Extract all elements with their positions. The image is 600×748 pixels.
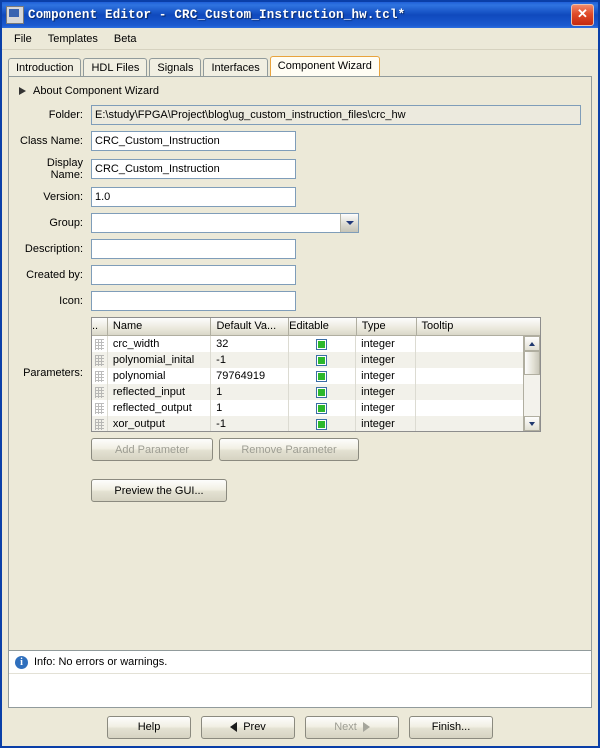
- grip-icon: [95, 371, 104, 382]
- checkbox-checked-icon[interactable]: [316, 355, 327, 366]
- close-icon[interactable]: ✕: [571, 4, 594, 26]
- cell-type[interactable]: integer: [356, 352, 416, 368]
- cell-editable[interactable]: [289, 384, 357, 400]
- menu-item-templates[interactable]: Templates: [47, 32, 98, 45]
- tab-strip: [2, 50, 598, 76]
- folder-row: [15, 105, 581, 125]
- display-name-field[interactable]: [91, 159, 296, 179]
- cell-default-value[interactable]: 79764919: [211, 368, 288, 384]
- class-name-row: [15, 131, 581, 151]
- table-row[interactable]: [92, 336, 523, 352]
- window-title: Component Editor - CRC_Custom_Instruction_hw.tcl*: [28, 8, 406, 22]
- info-message-row: [9, 651, 591, 674]
- row-drag-handle[interactable]: [92, 336, 108, 352]
- cell-editable[interactable]: [289, 400, 357, 416]
- icon-label: Icon:: [59, 295, 83, 307]
- tab-component-wizard[interactable]: Component Wizard: [270, 56, 380, 76]
- cell-default-value[interactable]: 32: [211, 336, 288, 352]
- grip-icon: [95, 403, 104, 414]
- arrow-left-icon: [230, 722, 237, 732]
- version-field[interactable]: [91, 187, 296, 207]
- grip-icon: [95, 339, 104, 350]
- version-label: Version:: [43, 191, 83, 203]
- table-row[interactable]: [92, 368, 523, 384]
- column-header-type[interactable]: Type: [357, 318, 417, 336]
- checkbox-checked-icon[interactable]: [316, 339, 327, 350]
- cell-editable[interactable]: [289, 416, 357, 431]
- folder-field[interactable]: [91, 105, 581, 125]
- cell-editable[interactable]: [289, 368, 357, 384]
- cell-default-value[interactable]: 1: [211, 384, 288, 400]
- row-drag-handle[interactable]: [92, 352, 108, 368]
- description-label: Description:: [24, 243, 83, 255]
- checkbox-checked-icon[interactable]: [316, 403, 327, 414]
- cell-editable[interactable]: [289, 352, 357, 368]
- cell-default-value[interactable]: -1: [211, 416, 288, 431]
- prev-button[interactable]: [201, 716, 295, 739]
- group-combo[interactable]: [91, 213, 359, 233]
- tab-signals[interactable]: Signals: [149, 58, 201, 77]
- checkbox-checked-icon[interactable]: [316, 419, 327, 430]
- cell-type[interactable]: integer: [356, 384, 416, 400]
- created-by-label: Created by:: [26, 269, 83, 281]
- cell-tooltip[interactable]: [416, 416, 523, 431]
- cell-name[interactable]: xor_output: [108, 416, 211, 431]
- cell-type[interactable]: integer: [356, 336, 416, 352]
- column-header-name[interactable]: Name: [108, 318, 212, 336]
- row-drag-handle[interactable]: [92, 400, 108, 416]
- cell-type[interactable]: integer: [356, 368, 416, 384]
- info-message: Info: No errors or warnings.: [34, 656, 168, 668]
- parameters-vertical-scrollbar[interactable]: [523, 336, 540, 431]
- table-row[interactable]: [92, 352, 523, 368]
- add-parameter-button[interactable]: Add Parameter: [91, 438, 213, 461]
- version-row: [15, 187, 581, 207]
- table-row[interactable]: [92, 400, 523, 416]
- help-button[interactable]: Help: [107, 716, 191, 739]
- menu-item-beta[interactable]: Beta: [113, 32, 137, 45]
- finish-button[interactable]: Finish...: [409, 716, 493, 739]
- grip-icon: [95, 387, 104, 398]
- next-button-label: Next: [334, 721, 357, 733]
- cell-default-value[interactable]: 1: [211, 400, 288, 416]
- component-form: [9, 103, 591, 502]
- column-header-tooltip[interactable]: Tooltip: [417, 318, 525, 336]
- cell-tooltip[interactable]: [416, 368, 523, 384]
- row-drag-handle[interactable]: [92, 416, 108, 431]
- cell-type[interactable]: integer: [356, 400, 416, 416]
- description-field[interactable]: [91, 239, 296, 259]
- bottom-button-bar: [2, 708, 598, 746]
- checkbox-checked-icon[interactable]: [316, 371, 327, 382]
- checkbox-checked-icon[interactable]: [316, 387, 327, 398]
- component-wizard-panel: [8, 76, 592, 651]
- cell-tooltip[interactable]: [416, 336, 523, 352]
- cell-tooltip[interactable]: [416, 384, 523, 400]
- preview-button-row: [91, 479, 581, 502]
- created-by-field[interactable]: [91, 265, 296, 285]
- scroll-down-icon[interactable]: [524, 416, 540, 431]
- row-drag-handle[interactable]: [92, 368, 108, 384]
- tab-hdl-files[interactable]: HDL Files: [83, 58, 147, 77]
- tab-introduction[interactable]: Introduction: [8, 58, 81, 77]
- info-icon: i: [15, 656, 28, 669]
- display-name-label: Display Name:: [46, 157, 83, 181]
- application-icon: [6, 6, 24, 24]
- row-drag-handle[interactable]: [92, 384, 108, 400]
- next-button[interactable]: [305, 716, 399, 739]
- preview-gui-button[interactable]: Preview the GUI...: [91, 479, 227, 502]
- parameters-label: Parameters:: [23, 367, 83, 379]
- scroll-up-icon[interactable]: [524, 336, 540, 351]
- parameters-table: [91, 317, 541, 432]
- cell-default-value[interactable]: -1: [211, 352, 288, 368]
- table-row[interactable]: [92, 416, 523, 431]
- parameters-row: [15, 317, 581, 432]
- info-bar: [8, 651, 592, 708]
- table-row[interactable]: [92, 384, 523, 400]
- cell-name[interactable]: reflected_output: [108, 400, 211, 416]
- cell-name[interactable]: crc_width: [108, 336, 211, 352]
- chevron-down-icon[interactable]: [340, 214, 358, 232]
- cell-name[interactable]: polynomial_inital: [108, 352, 211, 368]
- column-header-filler: [524, 318, 540, 336]
- grip-icon: [95, 419, 104, 430]
- menu-bar: [2, 28, 598, 50]
- icon-row: [15, 291, 581, 311]
- column-header-handle[interactable]: ..: [92, 318, 108, 336]
- icon-field[interactable]: [91, 291, 296, 311]
- about-component-wizard-disclosure[interactable]: [9, 77, 591, 103]
- prev-button-label: Prev: [243, 721, 266, 733]
- cell-name[interactable]: polynomial: [108, 368, 211, 384]
- about-component-wizard-label: About Component Wizard: [33, 85, 159, 97]
- scrollbar-thumb[interactable]: [524, 351, 540, 375]
- cell-tooltip[interactable]: [416, 400, 523, 416]
- cell-tooltip[interactable]: [416, 352, 523, 368]
- scrollbar-track[interactable]: [524, 351, 540, 416]
- display-name-row: [15, 157, 581, 181]
- group-row: [15, 213, 581, 233]
- parameter-buttons: [91, 438, 581, 461]
- group-label: Group:: [49, 217, 83, 229]
- remove-parameter-button[interactable]: Remove Parameter: [219, 438, 359, 461]
- parameters-table-header: [92, 318, 540, 336]
- class-name-label: Class Name:: [20, 135, 83, 147]
- arrow-right-icon: [363, 722, 370, 732]
- chevron-right-icon: [19, 87, 26, 95]
- menu-item-file[interactable]: File: [14, 32, 32, 45]
- title-bar: [2, 2, 598, 28]
- cell-editable[interactable]: [289, 336, 357, 352]
- column-header-editable[interactable]: Editable: [289, 318, 357, 336]
- tab-interfaces[interactable]: Interfaces: [203, 58, 267, 77]
- class-name-field[interactable]: [91, 131, 296, 151]
- cell-type[interactable]: integer: [356, 416, 416, 431]
- description-row: [15, 239, 581, 259]
- parameters-table-body: [92, 336, 523, 431]
- grip-icon: [95, 355, 104, 366]
- created-by-row: [15, 265, 581, 285]
- cell-name[interactable]: reflected_input: [108, 384, 211, 400]
- folder-label: Folder:: [48, 109, 83, 121]
- column-header-default-value[interactable]: Default Va...: [211, 318, 289, 336]
